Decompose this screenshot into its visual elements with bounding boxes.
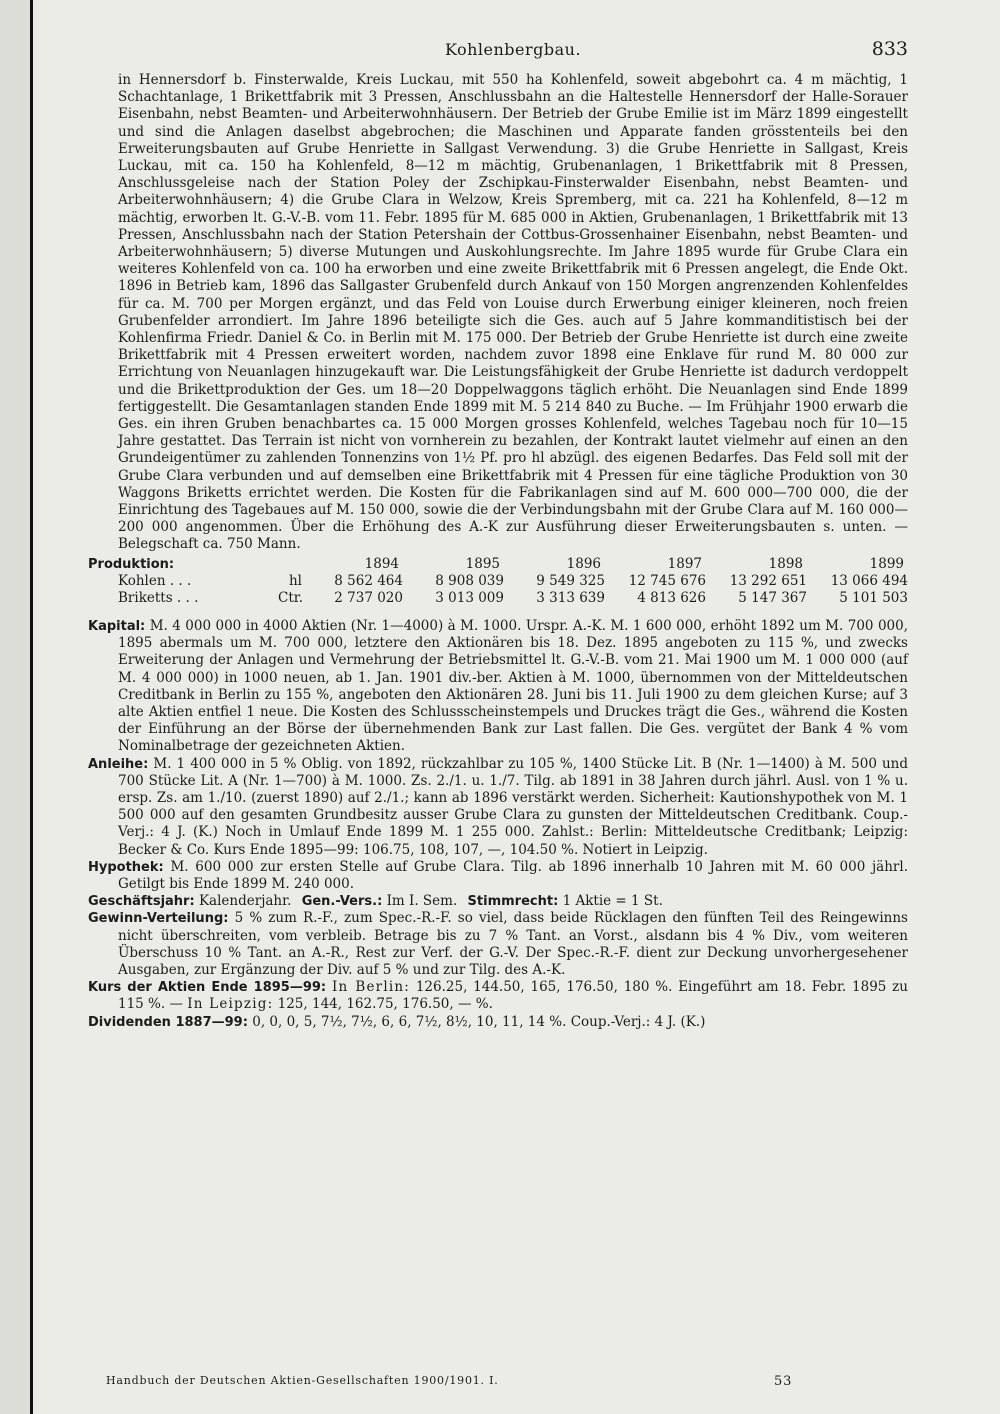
- gen-vers-text: Im I. Sem.: [386, 893, 458, 910]
- meta-line: [88, 893, 908, 910]
- production-value: 9 549 325: [536, 572, 605, 589]
- gewinn-section: [88, 910, 908, 979]
- production-value: 12 745 676: [628, 572, 706, 589]
- anleihe-label: Anleihe:: [88, 756, 149, 772]
- footer-text: Handbuch der Deutschen Aktien-Gesellschaften 1900/1901. I.: [106, 1374, 499, 1387]
- signature-mark: 53: [774, 1374, 793, 1389]
- scan-margin-strip: [0, 0, 30, 1414]
- dividenden-section: [88, 1013, 908, 1031]
- hypothek-text: M. 600 000 zur ersten Stelle auf Grube Clara. Tilg. ab 1896 innerhalb 10 Jahren mit M. 60 000 jährl. Getilgt bis Ende 1899 M. 240 000.: [118, 858, 908, 892]
- page-number: 833: [871, 38, 908, 60]
- geschaeftsjahr-text: Kalenderjahr.: [198, 893, 292, 910]
- production-header: [88, 556, 908, 573]
- kapital-label: Kapital:: [88, 618, 146, 634]
- page-title: Kohlenbergbau.: [444, 40, 582, 59]
- kapital-text: M. 4 000 000 in 4000 Aktien (Nr. 1—4000) à M. 1000. Urspr. A.-K. M. 1 600 000, erhöht 1892 um M. 700 000, 1895 abermals um M. 700 000, letztere den Aktionären bis 18. Dez. 1895 angeboten zu 115 %, und zwecks Erweiterung der Anlagen und Vermehrung der Betriebsmittel lt. G.-V.-B. vom 21. Mai 1900 um M. 1 000 000 (auf M. 4 000 000) in 1000 neuen, ab 1. Jan. 1901 div.-ber. Aktien à M. 1000, übernommen von der Mitteldeutschen Creditbank in Berlin zu 155 %, angeboten den Aktionären 28. Juni bis 11. Juli 1900 zu dem gleichen Kurse; auf 3 alte Aktien entfiel 1 neue. Die Kosten des Schlussscheinstempels und Druckes trägt die Ges., während die Kosten der Einführung an der Börse der übernehmenden Bank zur Last fallen. Die Ges. vergütet der Bank 4 % vom Nominalbetrage der gezeichneten Aktien.: [118, 617, 909, 755]
- document-page: [88, 38, 909, 1398]
- production-value: 8 908 039: [435, 572, 504, 589]
- production-value: 5 101 503: [839, 590, 908, 607]
- production-label: Produktion:: [88, 556, 175, 572]
- production-value: 2 737 020: [334, 590, 403, 607]
- production-year: 1895: [465, 555, 500, 572]
- kurs-leipzig-text: 125, 144, 162.75, 176.50, — %.: [277, 996, 493, 1013]
- production-year: 1894: [364, 555, 399, 572]
- kurs-berlin-label: In Berlin:: [331, 979, 411, 996]
- production-value: 3 313 639: [536, 590, 605, 607]
- production-value: 13 066 494: [830, 572, 908, 589]
- stimmrecht-text: 1 Aktie = 1 St.: [562, 893, 663, 910]
- dividenden-label: Dividenden 1887—99:: [88, 1014, 248, 1030]
- production-row-kohlen: [118, 573, 908, 591]
- hypothek-label: Hypothek:: [88, 859, 164, 875]
- production-row-unit: hl: [288, 572, 302, 589]
- production-value: 13 292 651: [729, 572, 807, 589]
- intro-paragraph: in Hennersdorf b. Finsterwalde, Kreis Luckau, mit 550 ha Kohlenfeld, soweit abgebohrt ca. 4 m mächtig, 1 Schachtanlage, 1 Brikettfabrik mit 3 Pressen, Anschlussbahn an die Haltestelle Hennersdorf der Halle-Sorauer Eisenbahn, nebst Beamten- und Arbeiterwohnhäusern. Der Betrieb der Grube Emilie ist im März 1899 eingestellt und sind die Anlagen daselbst abgebrochen; die Maschinen und Apparate fanden grösstenteils bei den Erweiterungsbauten auf Grube Henriette in Sallgast Verwendung. 3) die Grube Henriette in Sallgast, Kreis Luckau, mit ca. 150 ha Kohlenfeld, 8—12 m mächtig, Grubenanlagen, 1 Brikettfabrik mit 8 Pressen, Anschlussgeleise nach der Station Poley der Zschipkau-Finsterwalder Eisenbahn, nebst Beamten- und Arbeiterwohnhäusern; 4) die Grube Clara in Welzow, Kreis Spremberg, mit ca. 221 ha Kohlenfeld, 8—12 m mächtig, erworben lt. G.-V.-B. vom 11. Febr. 1895 für M. 685 000 in Aktien, Grubenanlagen, 1 Brikettfabrik mit 13 Pressen, Anschlussbahn nach der Station Petershain der Cottbus-Grossenhainer Eisenbahn, nebst Beamten- und Arbeiterwohnhäusern; 5) diverse Mutungen und Auskohlungsrechte. Im Jahre 1895 wurde für Grube Clara ein weiteres Kohlenfeld von ca. 100 ha erworben und eine zweite Brikettfabrik mit 6 Pressen angelegt, die Ende Okt. 1896 in Betrieb kam, 1896 das Sallgaster Grubenfeld durch Ankauf von 150 Morgen angrenzenden Kohlenfeldes für ca. M. 700 per Morgen ergänzt, und das Feld von Louise durch Erwerbung einiger kleineren, noch freien Grubenfelder arrondiert. Im Jahre 1896 beteiligte sich die Ges. auch auf 5 Jahre kommanditistisch bei der Kohlenfirma Friedr. Daniel & Co. in Berlin mit M. 175 000. Der Betrieb der Grube Henriette ist durch eine zweite Brikettfabrik mit 4 Pressen erweitert worden, nachdem zuvor 1898 eine Enklave für rund M. 80 000 zur Errichtung von Neuanlagen hinzugekauft war. Die Leistungsfähigkeit der Grube Henriette ist dadurch verdoppelt und die Brikettproduktion der Ges. um 18—20 Doppelwaggons täglich erhöht. Die Neuanlagen sind Ende 1899 fertiggestellt. Die Gesamtanlagen standen Ende 1899 mit M. 5 214 840 zu Buche. — Im Frühjahr 1900 erwarb die Ges. ein ihren Gruben benachbartes ca. 15 000 Morgen grosses Kohlenfeld, welches Tagebau noch für 10—15 Jahre gestattet. Das Terrain ist nicht von vornherein zu bezahlen, der Kontrakt lautet vielmehr auf einen an den Grundeigentümer zu zahlenden Tonnenzins von 1½ Pf. pro hl abzügl. des eigenen Bedarfes. Das Feld soll mit der Grube Clara verbunden und auf demselben eine Brikettfabrik mit 4 Pressen für eine tägliche Produktion von 30 Waggons Briketts errichtet werden. Die Kosten für die Fabrikanlagen sind auf M. 600 000—700 000, die der Einrichtung des Tagebaues auf M. 150 000, sowie die der Verbindungsbahn mit der Grube Clara auf M. 160 000—200 000 angenommen. Über die Erhöhung des A.-K zur Ausführung dieser Erweiterungsbauten s. unten. — Belegschaft ca. 750 Mann.: [118, 72, 908, 553]
- gen-vers-label: Gen.-Vers.:: [301, 894, 383, 910]
- kapital-section: [88, 617, 909, 756]
- document-body: [88, 72, 909, 1031]
- dividenden-text: 0, 0, 0, 5, 7½, 7½, 6, 6, 7½, 8½, 10, 11, 14 %. Coup.-Verj.: 4 J. (K.): [252, 1013, 706, 1030]
- kurs-leipzig-label: In Leipzig:: [187, 996, 274, 1013]
- production-year: 1899: [869, 555, 904, 572]
- hypothek-section: [88, 858, 908, 893]
- gewinn-text: 5 % zum R.-F., zum Spec.-R.-F. so viel, dass beide Rücklagen den fünften Teil des Reingewinns nicht überschreiten, vom verbleib. Betrage bis zu 7 % Tant. an Vorst., alsdann bis 4 % Div., vom weiteren Überschuss 10 % Tant. an A.-R., Rest zur Verf. der G.-V. Der Spec.-R.-F. dient zur Deckung unvorhergesehener Ausgaben, zur Ergänzung der Div. auf 5 % und zur Tilg. des A.-K.: [118, 910, 908, 978]
- page-footer: [106, 1374, 908, 1387]
- kurs-berlin-text: 126.25, 144.50, 165, 176.50, 180 %. Eingeführt am 18. Febr. 1895 zu 115 %. —: [118, 979, 908, 1013]
- geschaeftsjahr-label: Geschäftsjahr:: [88, 894, 195, 910]
- production-row-briketts: [118, 590, 908, 608]
- production-value: 3 013 009: [435, 590, 504, 607]
- production-years: [298, 556, 904, 573]
- production-row-unit: Ctr.: [278, 590, 304, 607]
- production-row-name: Kohlen . . .: [118, 572, 192, 589]
- production-year: 1898: [768, 555, 803, 572]
- production-value: 4 813 626: [637, 590, 706, 607]
- production-year: 1897: [667, 555, 702, 572]
- production-row-name: Briketts . . .: [118, 590, 199, 607]
- production-year: 1896: [566, 555, 601, 572]
- production-value: 5 147 367: [738, 590, 807, 607]
- production-table: [118, 573, 908, 608]
- gewinn-label: Gewinn-Verteilung:: [88, 911, 229, 927]
- page-header: [118, 38, 908, 72]
- anleihe-section: [88, 755, 908, 859]
- production-value: 8 562 464: [334, 572, 403, 589]
- anleihe-text: M. 1 400 000 in 5 % Oblig. von 1892, rückzahlbar zu 105 %, 1400 Stücke Lit. B (Nr. 1—1400) à M. 500 und 700 Stücke Lit. A (Nr. 1—700) à M. 1000. Zs. 2./1. u. 1./7. Tilg. ab 1891 in 38 Jahren durch jährl. Ausl. von 1 % u. ersp. Zs. am 1./10. (zuerst 1890) auf 2./1.; kann ab 1896 verstärkt werden. Sicherheit: Kautionshypothek von M. 1 500 000 auf den gesamten Grundbesitz ausser Grube Clara zu gunsten der Mitteldeutschen Creditbank. Coup.-Verj.: 4 J. (K.) Noch in Umlauf Ende 1899 M. 1 255 000. Zahlst.: Berlin: Mitteldeutsche Creditbank; Leipzig: Becker & Co. Kurs Ende 1895—99: 106.75, 108, 107, —, 104.50 %. Notiert in Leipzig.: [118, 755, 908, 858]
- page-edge-line: [30, 0, 33, 1414]
- kurs-section: [88, 979, 908, 1013]
- stimmrecht-label: Stimmrecht:: [467, 894, 559, 910]
- kurs-label: Kurs der Aktien Ende 1895—99:: [88, 980, 327, 996]
